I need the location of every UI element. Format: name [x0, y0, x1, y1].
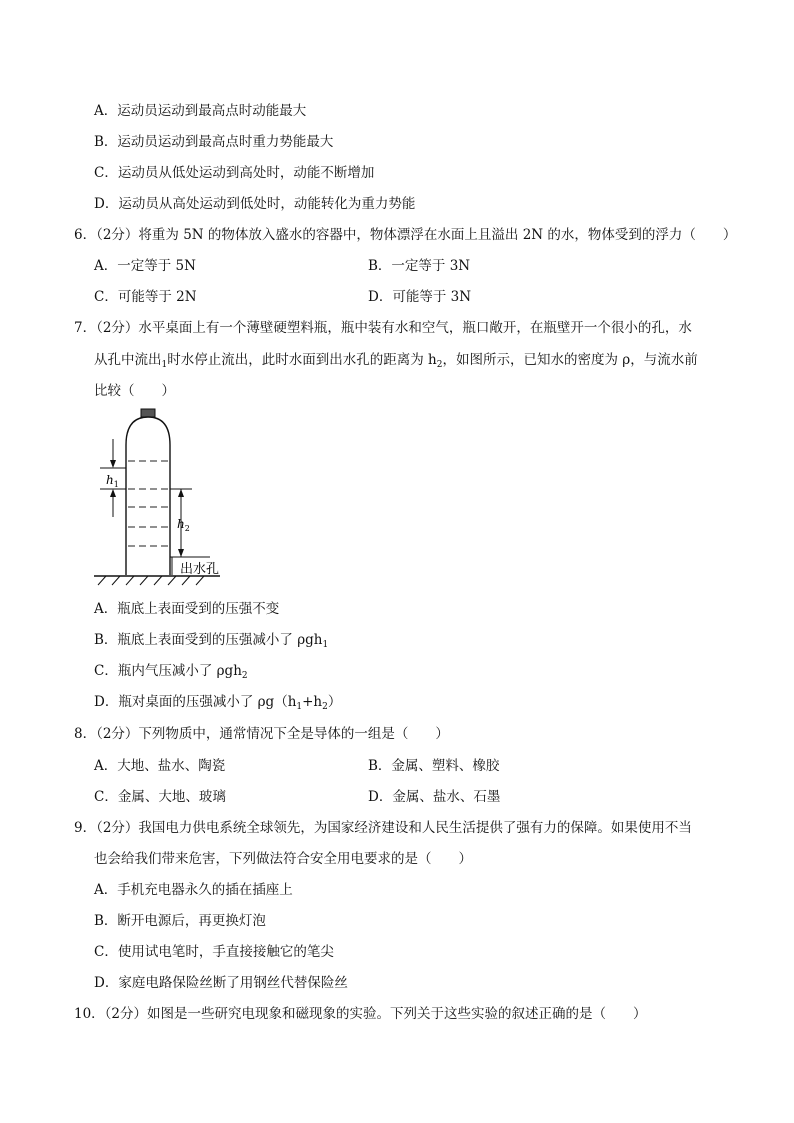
q5-option-a: A．运动员运动到最高点时动能最大 [94, 103, 307, 119]
q7-stem-line3: 比较（ ） [94, 383, 175, 399]
q7-option-a: A．瓶底上表面受到的压强不变 [94, 601, 280, 617]
q7-option-c [94, 662, 248, 685]
q5-option-b: B．运动员运动到最高点时重力势能最大 [94, 134, 334, 150]
q5-option-c: C．运动员从低处运动到高处时，动能不断增加 [94, 165, 375, 181]
hole-label: 出水孔 [180, 562, 220, 577]
q7-option-c-sub: 2 [241, 671, 248, 681]
q8-option-b: B．金属、塑料、橡胶 [368, 758, 500, 774]
q7-stem-text-e: ，如图所示，已知水的密度为 ρ，与流水前 [442, 352, 698, 368]
q6-stem: 6．（2分）将重为 5N 的物体放入盛水的容器中，物体漂浮在水面上且溢出 2N 的水，物体受到的浮力（ ） [74, 227, 737, 243]
q7-option-c-text: C．瓶内气压减小了 ρgh [94, 663, 242, 679]
q7-option-d-sub1: 1 [296, 702, 303, 712]
q7-option-d-text: D．瓶对桌面的压强减小了 ρg（h [94, 694, 297, 710]
q7-option-d-end: ） [327, 694, 342, 710]
q8-option-c: C．金属、大地、玻璃 [94, 789, 226, 805]
q7-option-d [94, 693, 341, 716]
q9-option-c: C．使用试电笔时，手直接接触它的笔尖 [94, 944, 334, 960]
q6-option-d: D．可能等于 3N [368, 289, 472, 305]
q10-stem: 10．（2分）如图是一些研究电现象和磁现象的实验。下列关于这些实验的叙述正确的是（ ） [74, 1006, 647, 1022]
ground-hatching [98, 576, 204, 585]
q8-option-d: D．金属、盐水、石墨 [368, 789, 501, 805]
h2-label: $h_2$ [177, 517, 190, 533]
q9-option-b: B．断开电源后，再更换灯泡 [94, 913, 266, 929]
q7-option-b-sub: 1 [322, 640, 329, 650]
q7-stem-text-c: 时水停止流出，此时水面到出水孔的距离为 h [167, 352, 437, 368]
q6-option-b: B．一定等于 3N [368, 258, 471, 274]
q7-stem-text-a: 从孔中流出 [94, 352, 162, 368]
q7-stem-sub-2: 2 [436, 360, 443, 370]
q9-option-d: D．家庭电路保险丝断了用钢丝代替保险丝 [94, 975, 348, 991]
q7-stem-sub-1: 1 [161, 360, 168, 370]
q7-option-b [94, 631, 328, 654]
q9-stem-line2: 也会给我们带来危害，下列做法符合安全用电要求的是（ ） [94, 851, 472, 867]
q6-option-a: A．一定等于 5N [94, 258, 196, 274]
q7-option-b-text: B．瓶底上表面受到的压强减小了 ρgh [94, 632, 323, 648]
q8-stem: 8．（2分）下列物质中，通常情况下全是导体的一组是（ ） [74, 726, 449, 742]
h1-label: $h_1$ [106, 473, 119, 489]
q7-option-d-mid: +h [302, 694, 323, 710]
q7-stem-line2 [94, 351, 698, 374]
q7-bottle-figure [90, 405, 240, 590]
q7-stem-line1: 7．（2分）水平桌面上有一个薄壁硬塑料瓶，瓶中装有水和空气，瓶口敞开，在瓶壁开一个很小的孔，水 [74, 320, 692, 336]
bottle-outline [126, 417, 170, 575]
q6-option-c: C．可能等于 2N [94, 289, 197, 305]
q9-option-a: A．手机充电器永久的插在插座上 [94, 882, 293, 898]
q7-option-d-sub2: 2 [322, 702, 328, 712]
q9-stem-line1: 9．（2分）我国电力供电系统全球领先，为国家经济建设和人民生活提供了强有力的保障。如果使用不当 [74, 820, 692, 836]
q5-option-d: D．运动员从高处运动到低处时，动能转化为重力势能 [94, 196, 416, 212]
q8-option-a: A．大地、盐水、陶瓷 [94, 758, 226, 774]
bottle-cap [141, 409, 155, 417]
